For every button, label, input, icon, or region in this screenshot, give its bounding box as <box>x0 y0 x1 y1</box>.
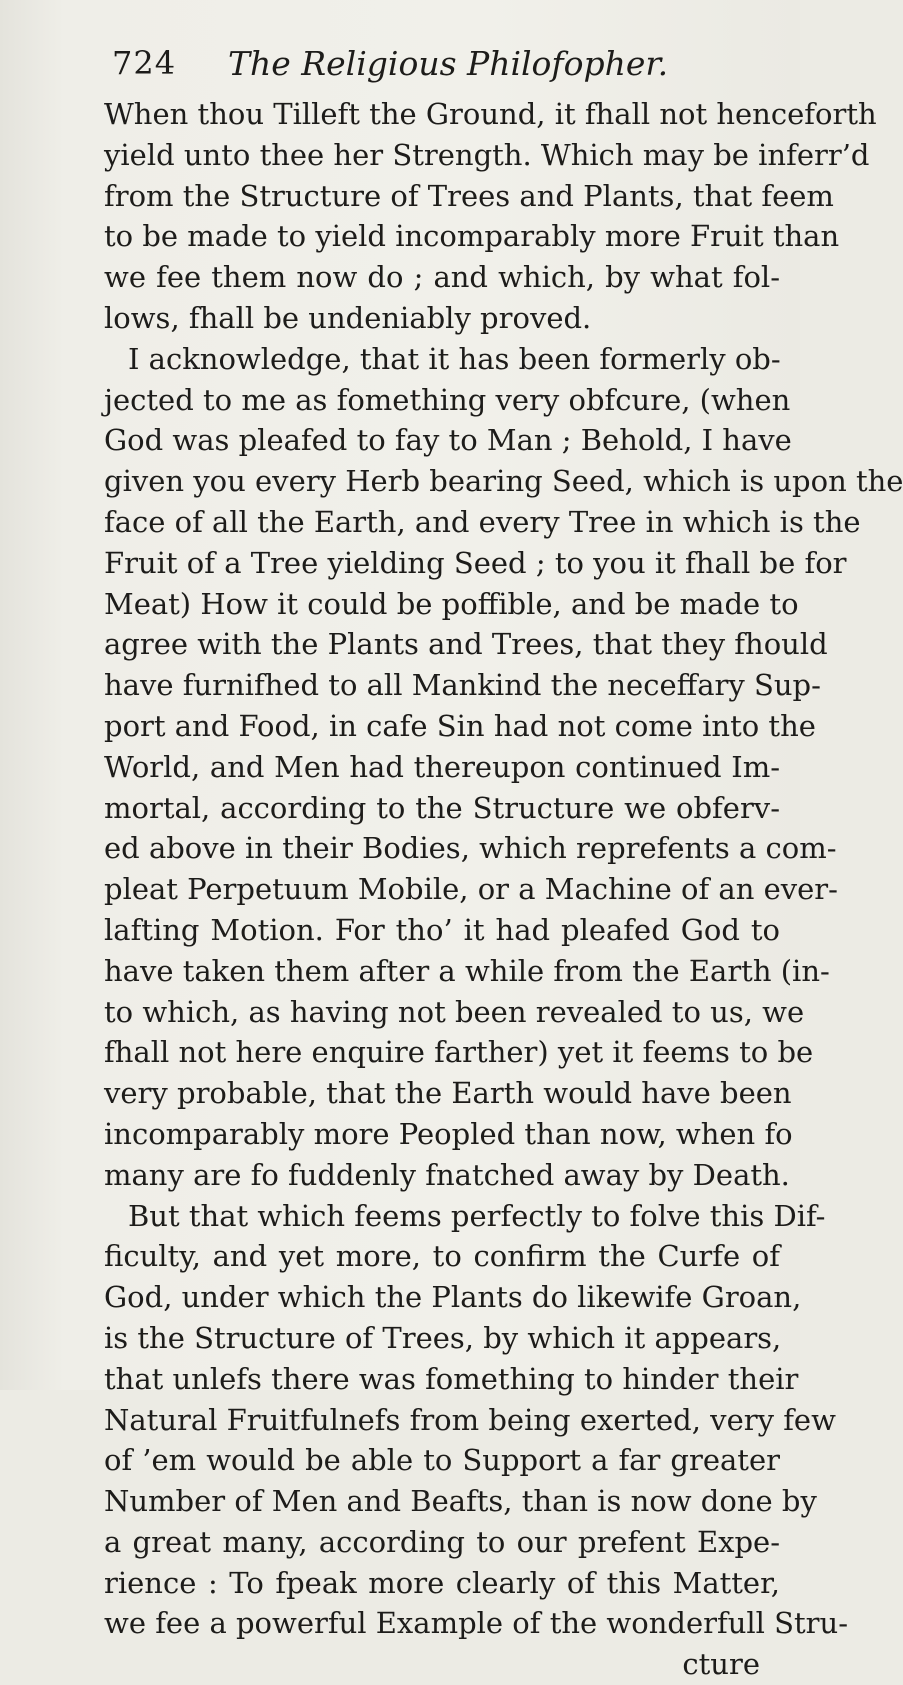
text-line: have furnifhed to all Mankind the neceffary Sup- <box>104 668 821 703</box>
text-line: very probable, that the Earth would have been <box>104 1076 792 1111</box>
page-header <box>0 44 800 94</box>
catchword-line <box>100 1644 780 1685</box>
text-line: fhall not here enquire farther) yet it feems to be <box>104 1035 814 1070</box>
text-line: ed above in their Bodies, which reprefents a com- <box>104 831 837 866</box>
page-number: 724 <box>112 44 177 82</box>
text-line: rience : To fpeak more clearly of this Matter, <box>104 1565 780 1600</box>
body-text <box>100 94 903 1685</box>
text-line: jected to me as fomething very obfcure, (when <box>104 382 791 417</box>
text-line: that unlefs there was fomething to hinder their <box>104 1361 799 1396</box>
text-line: from the Structure of Trees and Plants, that feem <box>104 178 834 213</box>
text-line: God, under which the Plants do likewife Groan, <box>104 1280 802 1315</box>
text-line: When thou Tilleft the Ground, it fhall not henceforth <box>104 97 877 131</box>
text-line: ficulty, and yet more, to confirm the Curfe of <box>104 1239 780 1274</box>
text-line: God was pleafed to fay to Man ; Behold, I have <box>104 423 792 458</box>
text-line: have taken them after a while from the Earth (in- <box>104 953 830 988</box>
text-line: Meat) How it could be poffible, and be made to <box>104 586 799 621</box>
text-line: to be made to yield incomparably more Fruit than <box>104 219 840 254</box>
text-line: mortal, according to the Structure we obferv- <box>104 790 780 825</box>
text-line: yield unto thee her Strength. Which may be inferr’d <box>104 137 870 172</box>
text-line: I acknowledge, that it has been formerly ob- <box>128 341 781 376</box>
text-line: pleat Perpetuum Mobile, or a Machine of an ever- <box>104 872 838 907</box>
text-line: Number of Men and Beafts, than is now done by <box>104 1484 817 1519</box>
text-line: lows, fhall be undeniably proved. <box>104 300 592 335</box>
text-line: face of all the Earth, and every Tree in which is the <box>104 504 861 539</box>
text-line: World, and Men had thereupon continued Im- <box>104 749 780 784</box>
text-line: port and Food, in cafe Sin had not come into the <box>104 708 816 743</box>
text-line: we fee them now do ; and which, by what fol- <box>104 260 780 295</box>
text-line: we fee a powerful Example of the wonderfull Stru- <box>104 1606 849 1641</box>
catchword: cture <box>682 1647 760 1682</box>
text-line: a great many, according to our prefent Expe- <box>104 1524 780 1559</box>
text-line: many are fo fuddenly fnatched away by Death. <box>104 1157 790 1192</box>
text-line: lafting Motion. For tho’ it had pleafed God to <box>104 912 780 947</box>
text-line: given you every Herb bearing Seed, which is upon the <box>104 464 903 499</box>
text-line: But that which feems perfectly to folve this Dif- <box>128 1198 826 1233</box>
text-line: to which, as having not been revealed to us, we <box>104 994 805 1029</box>
text-line: of ’em would be able to Support a far greater <box>104 1443 780 1478</box>
running-title: The Religious Philofopher. <box>228 44 669 83</box>
text-line: Natural Fruitfulnefs from being exerted, very few <box>104 1402 836 1437</box>
text-line: Fruit of a Tree yielding Seed ; to you it fhall be for <box>104 545 847 580</box>
text-line: incomparably more Peopled than now, when fo <box>104 1116 793 1151</box>
text-line: agree with the Plants and Trees, that they fhould <box>104 627 828 662</box>
text-line: is the Structure of Trees, by which it appears, <box>104 1320 782 1355</box>
